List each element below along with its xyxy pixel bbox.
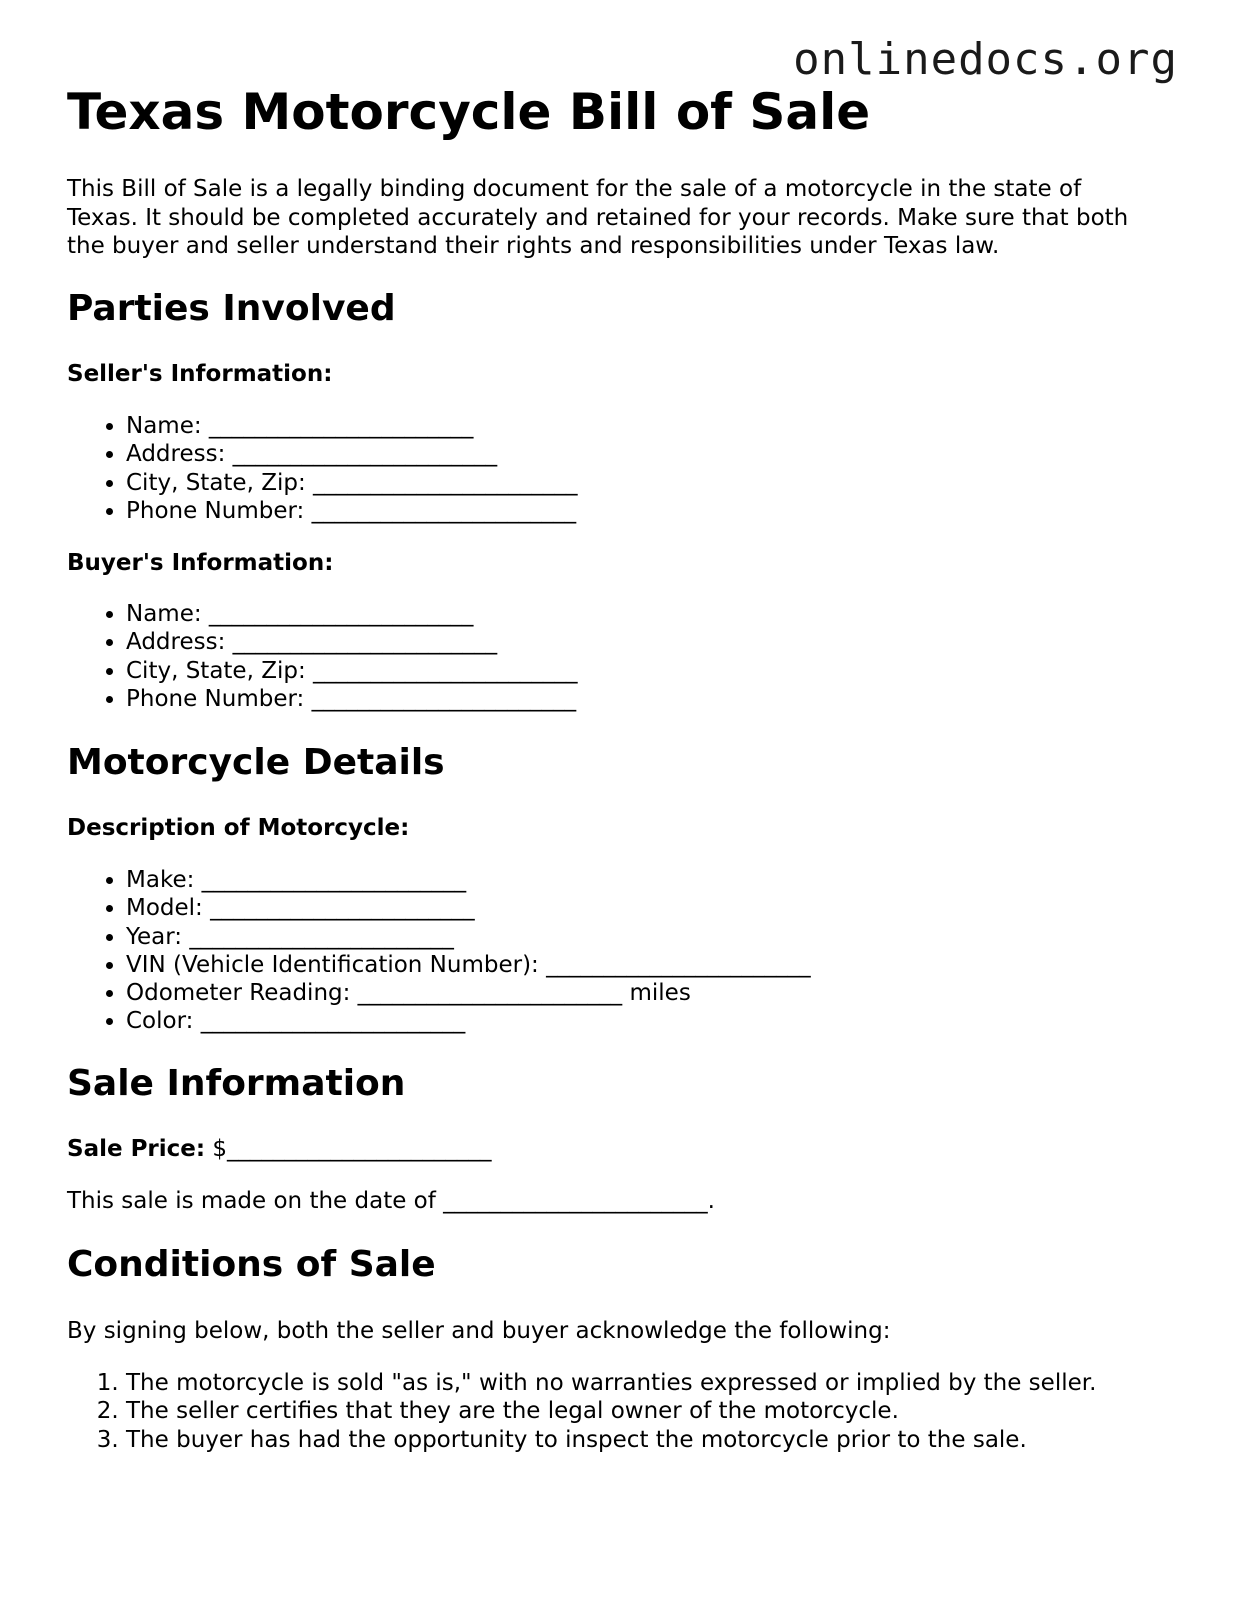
model-field: • Model: _______________________ — [126, 894, 811, 922]
condition-legal-owner: 2. The seller certifies that they are the legal owner of the motorcycle. — [126, 1397, 1096, 1425]
intro-paragraph: This Bill of Sale is a legally binding document for the sale of a motorcycle in the state of Texas. It should be completed accurately and retained for your records. Make sure that both the buyer and seller understand their rights and responsibilities under Texas law. — [67, 176, 1129, 259]
document-title: Texas Motorcycle Bill of Sale — [67, 83, 871, 141]
watermark: onlinedocs.org — [793, 34, 1178, 85]
color-field: • Color: _______________________ — [126, 1007, 811, 1035]
sale-price-field: $_______________________ — [212, 1136, 492, 1162]
buyer-phone-field: • Phone Number: _______________________ — [126, 685, 578, 713]
year-field: • Year: _______________________ — [126, 923, 811, 951]
conditions-heading: Conditions of Sale — [67, 1244, 436, 1285]
conditions-intro: By signing below, both the seller and buyer acknowledge the following: — [67, 1318, 891, 1344]
buyer-info-list — [67, 600, 578, 713]
seller-phone-field: • Phone Number: _______________________ — [126, 497, 578, 525]
seller-info-list — [67, 412, 578, 525]
make-field: • Make: _______________________ — [126, 866, 811, 894]
seller-name-field: • Name: _______________________ — [126, 412, 578, 440]
parties-heading: Parties Involved — [67, 288, 396, 329]
sale-price-line — [67, 1136, 492, 1164]
motorcycle-details-list — [67, 866, 811, 1036]
motorcycle-details-heading: Motorcycle Details — [67, 742, 445, 783]
condition-inspection: 3. The buyer has had the opportunity to inspect the motorcycle prior to the sale. — [126, 1426, 1096, 1454]
condition-as-is: 1. The motorcycle is sold "as is," with no warranties expressed or implied by the seller. — [126, 1369, 1096, 1397]
buyer-name-field: • Name: _______________________ — [126, 600, 578, 628]
seller-info-heading: Seller's Information: — [67, 361, 333, 387]
odometer-field: • Odometer Reading: _______________________ miles — [126, 979, 811, 1007]
seller-city-state-zip-field: • City, State, Zip: _______________________ — [126, 469, 578, 497]
sale-information-heading: Sale Information — [67, 1063, 406, 1104]
sale-price-label: Sale Price: — [67, 1136, 206, 1162]
conditions-list — [67, 1369, 1096, 1454]
motorcycle-description-heading: Description of Motorcycle: — [67, 815, 410, 841]
sale-date-line: This sale is made on the date of _______________________. — [67, 1188, 715, 1214]
buyer-address-field: • Address: _______________________ — [126, 628, 578, 656]
buyer-info-heading: Buyer's Information: — [67, 550, 334, 576]
seller-address-field: • Address: _______________________ — [126, 440, 578, 468]
buyer-city-state-zip-field: • City, State, Zip: _______________________ — [126, 657, 578, 685]
vin-field: • VIN (Vehicle Identification Number): _______________________ — [126, 951, 811, 979]
